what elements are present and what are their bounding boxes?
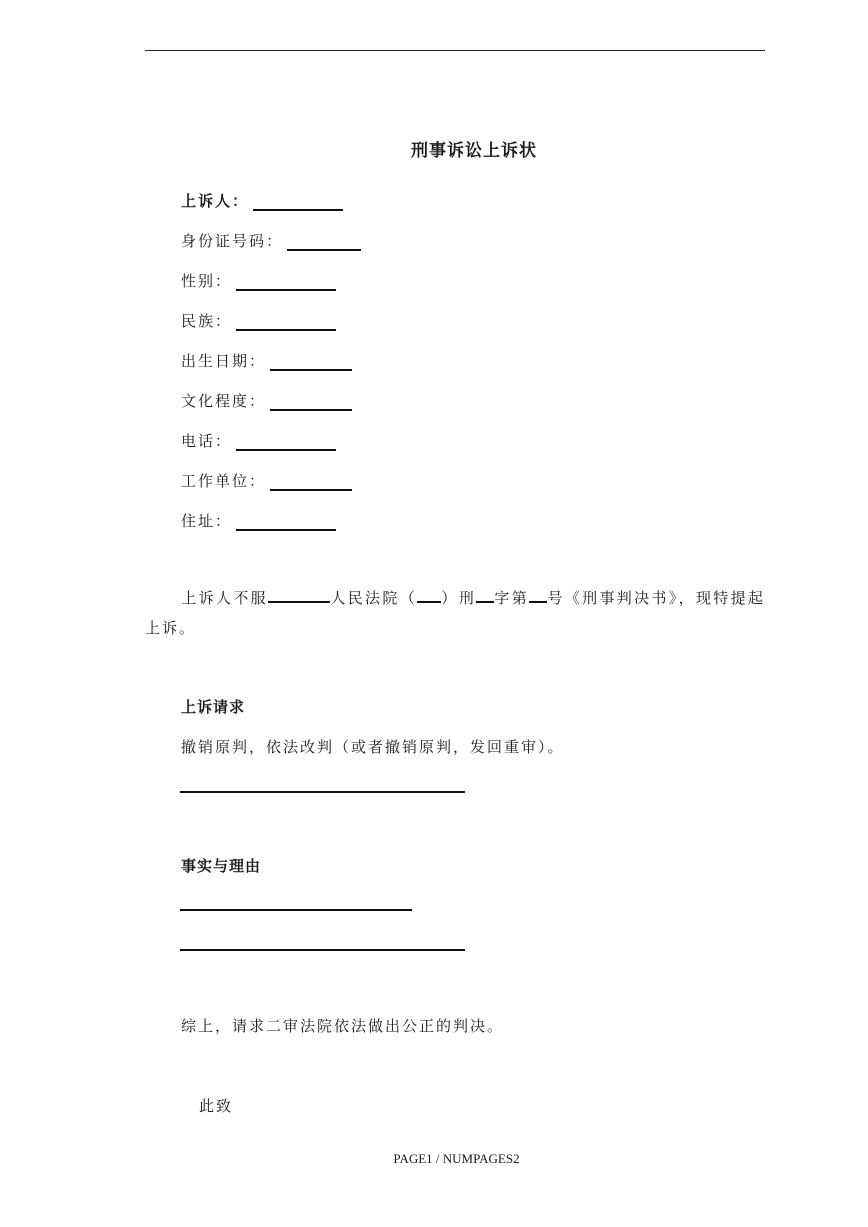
appeal-text: ）刑 (441, 589, 477, 607)
court-name-blank[interactable] (268, 587, 330, 603)
field-phone (181, 430, 336, 451)
conclusion-text: 综上，请求二审法院依法做出公正的判决。 (181, 1017, 505, 1035)
field-address (181, 510, 336, 531)
field-ethnicity (181, 310, 336, 331)
field-label: 上诉人： (181, 192, 250, 210)
section-heading-facts: 事实与理由 (181, 857, 262, 875)
field-label: 民族： (181, 312, 233, 330)
ethnicity-blank[interactable] (236, 315, 336, 331)
field-label: 文化程度： (181, 392, 267, 410)
id-number-blank[interactable] (287, 235, 361, 251)
section-heading-request: 上诉请求 (181, 698, 246, 716)
case-number-blank[interactable] (529, 587, 547, 603)
year-blank[interactable] (417, 587, 441, 603)
appeal-paragraph (145, 583, 765, 643)
field-appellant (181, 190, 343, 211)
facts-fill-line-2[interactable] (180, 949, 465, 951)
field-label: 住址： (181, 512, 233, 530)
header-rule (145, 50, 765, 51)
case-type-blank[interactable] (476, 587, 494, 603)
birth-date-blank[interactable] (270, 355, 352, 371)
field-employer (181, 470, 352, 491)
appellant-blank[interactable] (253, 195, 343, 211)
page-footer: PAGE1 / NUMPAGES2 (393, 1151, 520, 1166)
facts-fill-line-1[interactable] (180, 909, 412, 911)
field-gender (181, 270, 336, 291)
gender-blank[interactable] (236, 275, 336, 291)
education-blank[interactable] (270, 395, 352, 411)
appeal-text: 人民法院（ (330, 589, 418, 607)
appeal-text: 字第 (494, 589, 530, 607)
document-title: 刑事诉讼上诉状 (411, 141, 537, 161)
phone-blank[interactable] (236, 435, 336, 451)
appeal-text: 号《刑事判决书》，现特提起上诉。 (145, 589, 765, 637)
field-label: 身份证号码： (181, 232, 284, 250)
field-label: 出生日期： (181, 352, 267, 370)
closing-text: 此致 (199, 1097, 234, 1115)
field-education (181, 390, 352, 411)
address-blank[interactable] (236, 515, 336, 531)
field-birth-date (181, 350, 352, 371)
field-id-number (181, 230, 361, 251)
appeal-text: 上诉人不服 (181, 589, 269, 607)
field-label: 工作单位： (181, 472, 267, 490)
field-label: 电话： (181, 432, 233, 450)
field-label: 性别： (181, 272, 233, 290)
request-fill-line[interactable] (180, 791, 465, 793)
request-text: 撤销原判，依法改判（或者撤销原判，发回重审）。 (181, 738, 565, 756)
employer-blank[interactable] (270, 475, 352, 491)
